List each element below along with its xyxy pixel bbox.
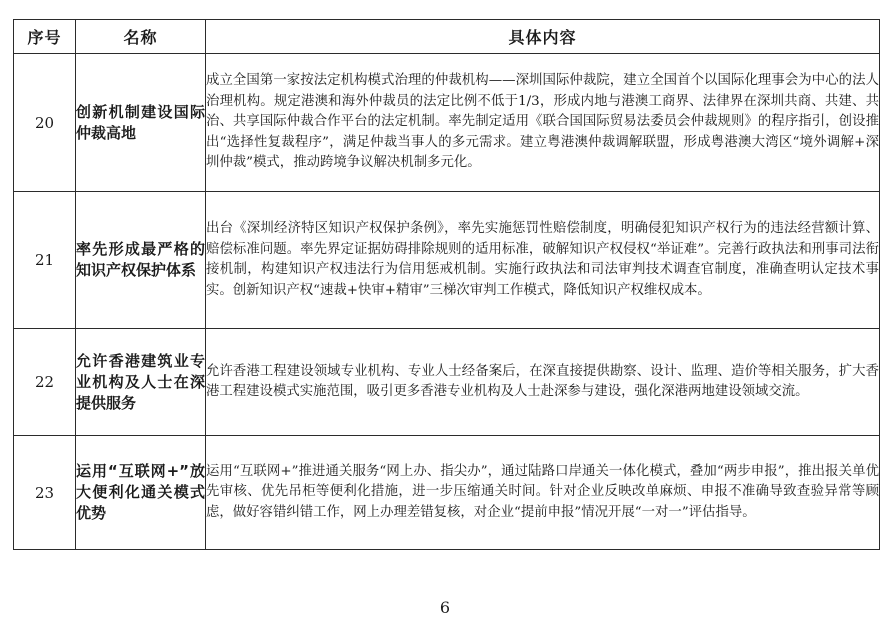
table-header-row <box>14 20 880 54</box>
row-number: 21 <box>14 192 76 329</box>
policy-table <box>13 19 880 550</box>
page-number: 6 <box>439 598 451 617</box>
table-row <box>14 192 880 329</box>
row-number: 22 <box>14 329 76 436</box>
row-name: 率先形成最严格的知识产权保护体系 <box>76 192 206 329</box>
row-content: 出台《深圳经济特区知识产权保护条例》，率先实施惩罚性赔偿制度，明确侵犯知识产权行为的违法经营额计算、赔偿标准问题。率先界定证据妨碍排除规则的适用标准，破解知识产权侵权“举证难”。完善行政执法和刑事司法衔接机制，构建知识产权违法行为信用惩戒机制。实施行政执法和司法审判技术调查官制度，准确查明认定技术事实。创新知识产权“速裁+快审+精审”三梯次审判工作模式，降低知识产权维权成本。 <box>206 192 880 329</box>
row-content: 允许香港工程建设领域专业机构、专业人士经备案后，在深直接提供勘察、设计、监理、造价等相关服务，扩大香港工程建设模式实施范围，吸引更多香港专业机构及人士赴深参与建设，强化深港两地建设领域交流。 <box>206 329 880 436</box>
row-number: 20 <box>14 54 76 192</box>
row-name: 创新机制建设国际仲裁高地 <box>76 54 206 192</box>
header-content: 具体内容 <box>206 20 880 54</box>
table-row <box>14 329 880 436</box>
row-content: 成立全国第一家按法定机构模式治理的仲裁机构——深圳国际仲裁院，建立全国首个以国际化理事会为中心的法人治理机构。规定港澳和海外仲裁员的法定比例不低于1/3，形成内地与港澳工商界、法律界在深圳共商、共建、共治、共享国际仲裁合作平台的法定机制。率先制定适用《联合国国际贸易法委员会仲裁规则》的程序指引，创设推出“选择性复裁程序”，满足仲裁当事人的多元需求。建立粤港澳仲裁调解联盟，形成粤港澳大湾区“境外调解+深圳仲裁”模式，推动跨境争议解决机制多元化。 <box>206 54 880 192</box>
row-name: 运用“互联网+”放大便利化通关模式优势 <box>76 436 206 550</box>
row-content: 运用“互联网+”推进通关服务“网上办、指尖办”，通过陆路口岸通关一体化模式，叠加“两步申报”，推出报关单优先审核、优先吊柜等便利化措施，进一步压缩通关时间。针对企业反映改单麻烦、申报不准确导致查验异常等顾虑，做好容错纠错工作，网上办理差错复核，对企业“提前申报”情况开展“一对一”评估指导。 <box>206 436 880 550</box>
row-name: 允许香港建筑业专业机构及人士在深提供服务 <box>76 329 206 436</box>
table-row <box>14 436 880 550</box>
header-num: 序号 <box>14 20 76 54</box>
row-number: 23 <box>14 436 76 550</box>
table-row <box>14 54 880 192</box>
header-name: 名称 <box>76 20 206 54</box>
